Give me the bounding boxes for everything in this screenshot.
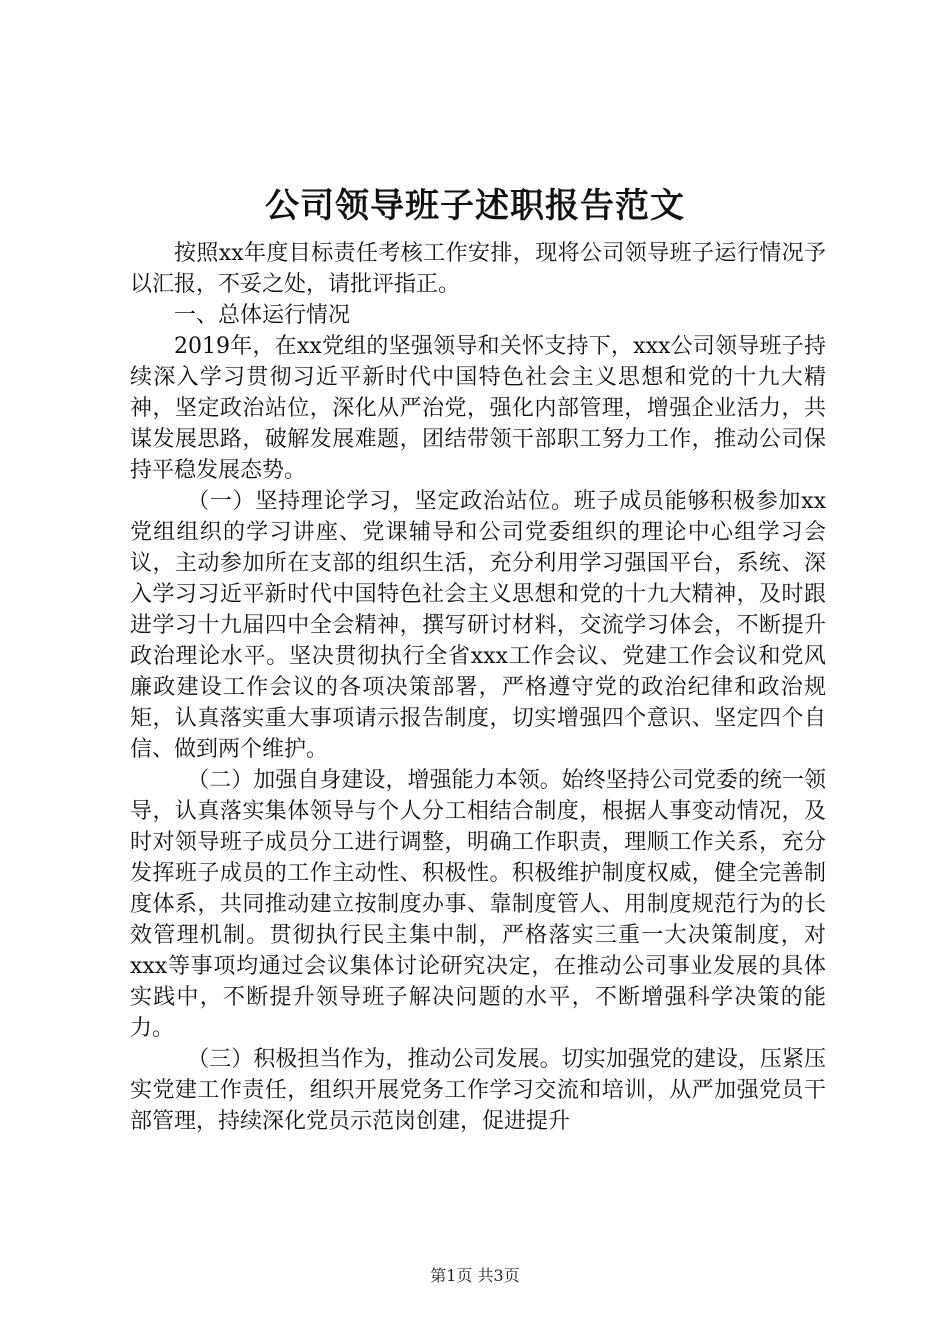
subsection-3-paragraph: （三）积极担当作为，推动公司发展。切实加强党的建设，压紧压实党建工作责任，组织开展党务工作学习交流和培训，从严加强党员干部管理，持续深化党员示范岗创建，促进提升 <box>130 1047 826 1134</box>
subsection-2-paragraph: （二）加强自身建设，增强能力本领。始终坚持公司党委的统一领导，认真落实集体领导与个人分工相结合制度，根据人事变动情况，及时对领导班子成员分工进行调整，明确工作职责，理顺工作关系，充分发挥班子成员的工作主动性、积极性。积极维护制度权威，健全完善制度体系，共同推动建立按制度办事、靠制度管人、用制度规范行为的长效管理机制。贯彻执行民主集中制，严格落实三重一大决策制度，对xxx等事项均通过会议集体讨论研究决定，在推动公司事业发展的具体实践中，不断提升领导班子解决问题的水平，不断增强科学决策的能力。 <box>130 768 826 1041</box>
document-title: 公司领导班子述职报告范文 <box>265 186 685 226</box>
section-heading: 一、总体运行情况 <box>174 303 351 328</box>
page-footer: 第1页 共3页 <box>430 1266 520 1285</box>
intro-paragraph: 按照xx年度目标责任考核工作安排，现将公司领导班子运行情况予以汇报，不妥之处，请批评指正。 <box>130 241 826 297</box>
subsection-1-paragraph: （一）坚持理论学习，坚定政治站位。班子成员能够积极参加xx党组组织的学习讲座、党课辅导和公司党委组织的理论中心组学习会议，主动参加所在支部的组织生活，充分利用学习强国平台，系统、深入学习习近平新时代中国特色社会主义思想和党的十九大精神，及时跟进学习十九届四中全会精神，撰写研讨材料，交流学习体会，不断提升政治理论水平。坚决贯彻执行全省xxx工作会议、党建工作会议和党风廉政建设工作会议的各项决策部署，严格遵守党的政治纪律和政治规矩，认真落实重大事项请示报告制度，切实增强四个意识、坚定四个自信、做到两个维护。 <box>130 489 826 762</box>
overview-paragraph: 2019年，在xx党组的坚强领导和关怀支持下，xxx公司领导班子持续深入学习贯彻习近平新时代中国特色社会主义思想和党的十九大精神，坚定政治站位，深化从严治党，强化内部管理，增强企业活力，共谋发展思路，破解发展难题，团结带领干部职工努力工作，推动公司保持平稳发展态势。 <box>130 334 826 483</box>
document-body <box>130 238 826 1137</box>
